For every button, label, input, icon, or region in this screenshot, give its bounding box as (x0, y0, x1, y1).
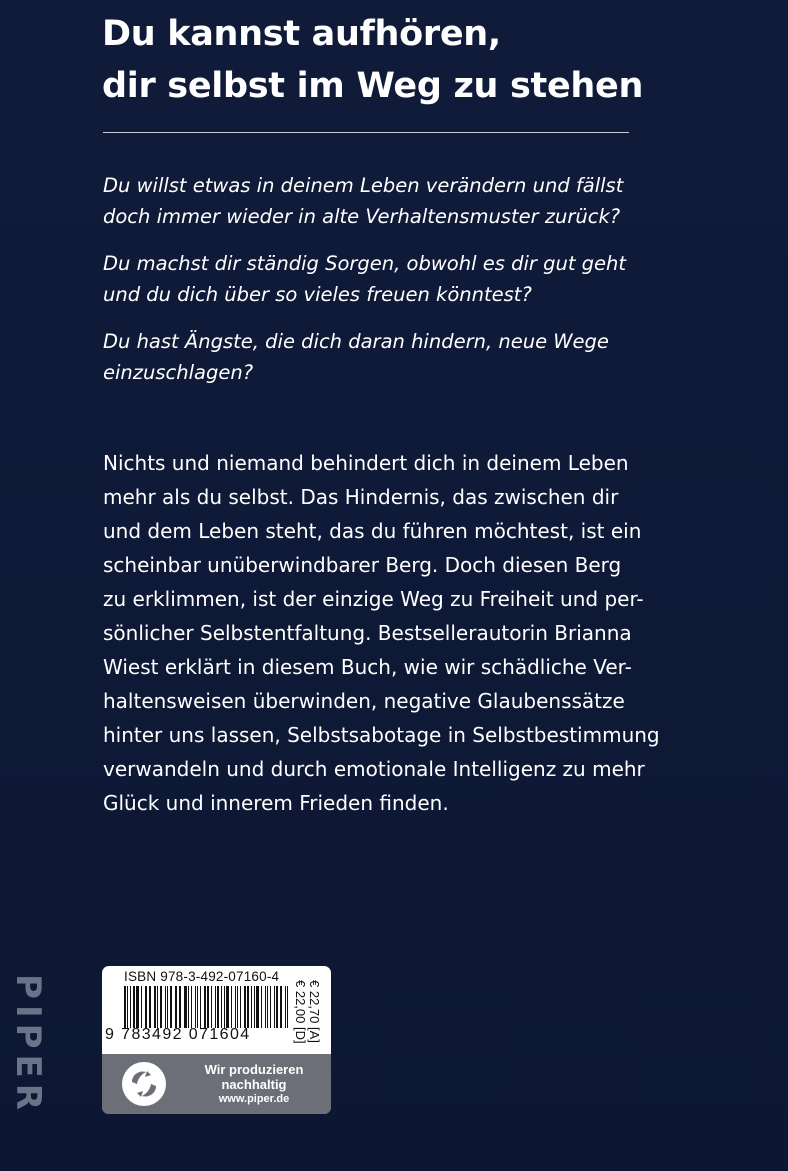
barcode-stripe (124, 986, 126, 1028)
blurb-line: sönlicher Selbstentfaltung. Bestsellerautorin Brianna (103, 621, 632, 645)
question-2-line-1: Du machst dir ständig Sorgen, obwohl es dir gut geht (103, 252, 627, 275)
isbn-label: ISBN 978-3-492-07160-4 (124, 969, 280, 984)
question-1-line-1: Du willst etwas in deinem Leben verändern und fällst (103, 174, 624, 197)
barcode-stripe (154, 986, 156, 1028)
barcode-stripe (251, 986, 252, 1028)
barcode-stripe (146, 986, 147, 1028)
barcode-stripe (130, 986, 131, 1028)
barcode-stripe (224, 986, 225, 1028)
barcode-stripe (244, 986, 246, 1028)
barcode-stripe (240, 986, 241, 1028)
barcode-stripe (247, 986, 249, 1028)
publisher-url: www.piper.de (218, 1093, 290, 1105)
barcode-stripe (179, 986, 181, 1028)
barcode-stripe (261, 986, 262, 1028)
blurb-line: verwandeln und durch emotionale Intelligenz zu mehr (103, 757, 645, 781)
headline (102, 8, 702, 112)
blurb-line: und dem Leben steht, das du führen möchtest, ist ein (103, 519, 642, 543)
blurb-line: scheinbar unüberwindbarer Berg. Doch diesen Berg (103, 553, 622, 577)
headline-line-1: Du kannst aufhören, (102, 14, 501, 54)
question-2 (103, 248, 663, 310)
barcode-stripe (280, 986, 283, 1028)
blurb-line: mehr als du selbst. Das Hindernis, das zwischen dir (103, 485, 619, 509)
barcode-stripe (176, 986, 177, 1028)
blurb-line: hinter uns lassen, Selbstsabotage in Selbstbestimmung (103, 723, 660, 747)
blurb-line: Glück und innerem Frieden finden. (103, 791, 449, 815)
barcode-stripe (175, 986, 176, 1028)
divider-rule (103, 132, 629, 133)
barcode-stripe (204, 986, 207, 1028)
price-at: € 22,70 [A] (307, 980, 322, 1043)
barcode-panel (102, 966, 331, 1114)
barcode-stripe (235, 986, 237, 1028)
barcode-stripe (215, 986, 216, 1028)
barcode-stripe (217, 986, 219, 1028)
headline-line-2: dir selbst im Weg zu stehen (102, 66, 644, 106)
sustainability-line-2: nachhaltig (221, 1077, 287, 1092)
barcode-stripe (231, 986, 232, 1028)
barcode-stripe (145, 986, 146, 1028)
barcode-stripe (267, 986, 269, 1028)
price-de: € 22,00 [D] (293, 980, 308, 1044)
question-block (103, 170, 663, 404)
barcode-stripe (221, 986, 222, 1028)
barcode-stripe (127, 986, 128, 1028)
barcode-stripe (207, 986, 209, 1028)
question-3-line-2: einzuschlagen? (103, 361, 254, 384)
question-2-line-2: und du dich über so vieles freuen könntest? (103, 283, 532, 306)
question-3 (103, 326, 663, 388)
barcode-stripe (285, 986, 286, 1028)
barcode-stripe (141, 986, 142, 1028)
barcode-stripe (136, 986, 139, 1028)
barcode-stripe (165, 986, 166, 1028)
barcode-stripe (157, 986, 158, 1028)
sustainability-band (102, 1054, 331, 1114)
barcode-stripe (167, 986, 168, 1028)
barcode-stripe (256, 986, 259, 1028)
barcode-stripe (191, 986, 193, 1028)
barcode-stripe (197, 986, 198, 1028)
sustainability-text (184, 1062, 324, 1107)
barcode-stripe (170, 986, 172, 1028)
blurb-line: haltensweisen überwinden, negative Glaubenssätze (103, 689, 625, 713)
barcode-stripe (195, 986, 196, 1028)
question-3-line-1: Du hast Ängste, die dich daran hindern, neue Wege (103, 330, 609, 353)
question-1 (103, 170, 663, 232)
barcode-stripe (265, 986, 266, 1028)
barcode-stripe (184, 986, 187, 1028)
barcode-stripe (149, 986, 151, 1028)
blurb-line: zu erklimmen, ist der einzige Weg zu Freiheit und per- (103, 587, 644, 611)
publisher-name: PIPER (8, 974, 48, 1116)
barcode-stripe (160, 986, 163, 1028)
blurb-line: Wiest erklärt in diesem Buch, wie wir schädliche Ver- (103, 655, 632, 679)
barcode-stripe (254, 986, 255, 1028)
barcode-stripe (237, 986, 238, 1028)
barcode-stripe (188, 986, 189, 1028)
barcode-stripe (276, 986, 278, 1028)
question-1-line-2: doch immer wieder in alte Verhaltensmuster zurück? (103, 205, 621, 228)
barcode-bars (124, 986, 290, 1028)
blurb-paragraph (103, 446, 673, 820)
leaf-recycle-icon (120, 1060, 168, 1108)
blurb-line: Nichts und niemand behindert dich in deinem Leben (103, 451, 629, 475)
publisher-logo (6, 975, 50, 1115)
sustainability-line-1: Wir produzieren (204, 1062, 304, 1077)
barcode-stripe (211, 986, 212, 1028)
barcode-stripe (287, 986, 288, 1028)
barcode-stripe (226, 986, 229, 1028)
price-labels (294, 972, 328, 1052)
barcode-stripe (200, 986, 201, 1028)
barcode-number: 9 783492 071604 (105, 1026, 251, 1043)
barcode-stripe (274, 986, 275, 1028)
barcode-stripe (270, 986, 271, 1028)
barcode-stripe (133, 986, 135, 1028)
